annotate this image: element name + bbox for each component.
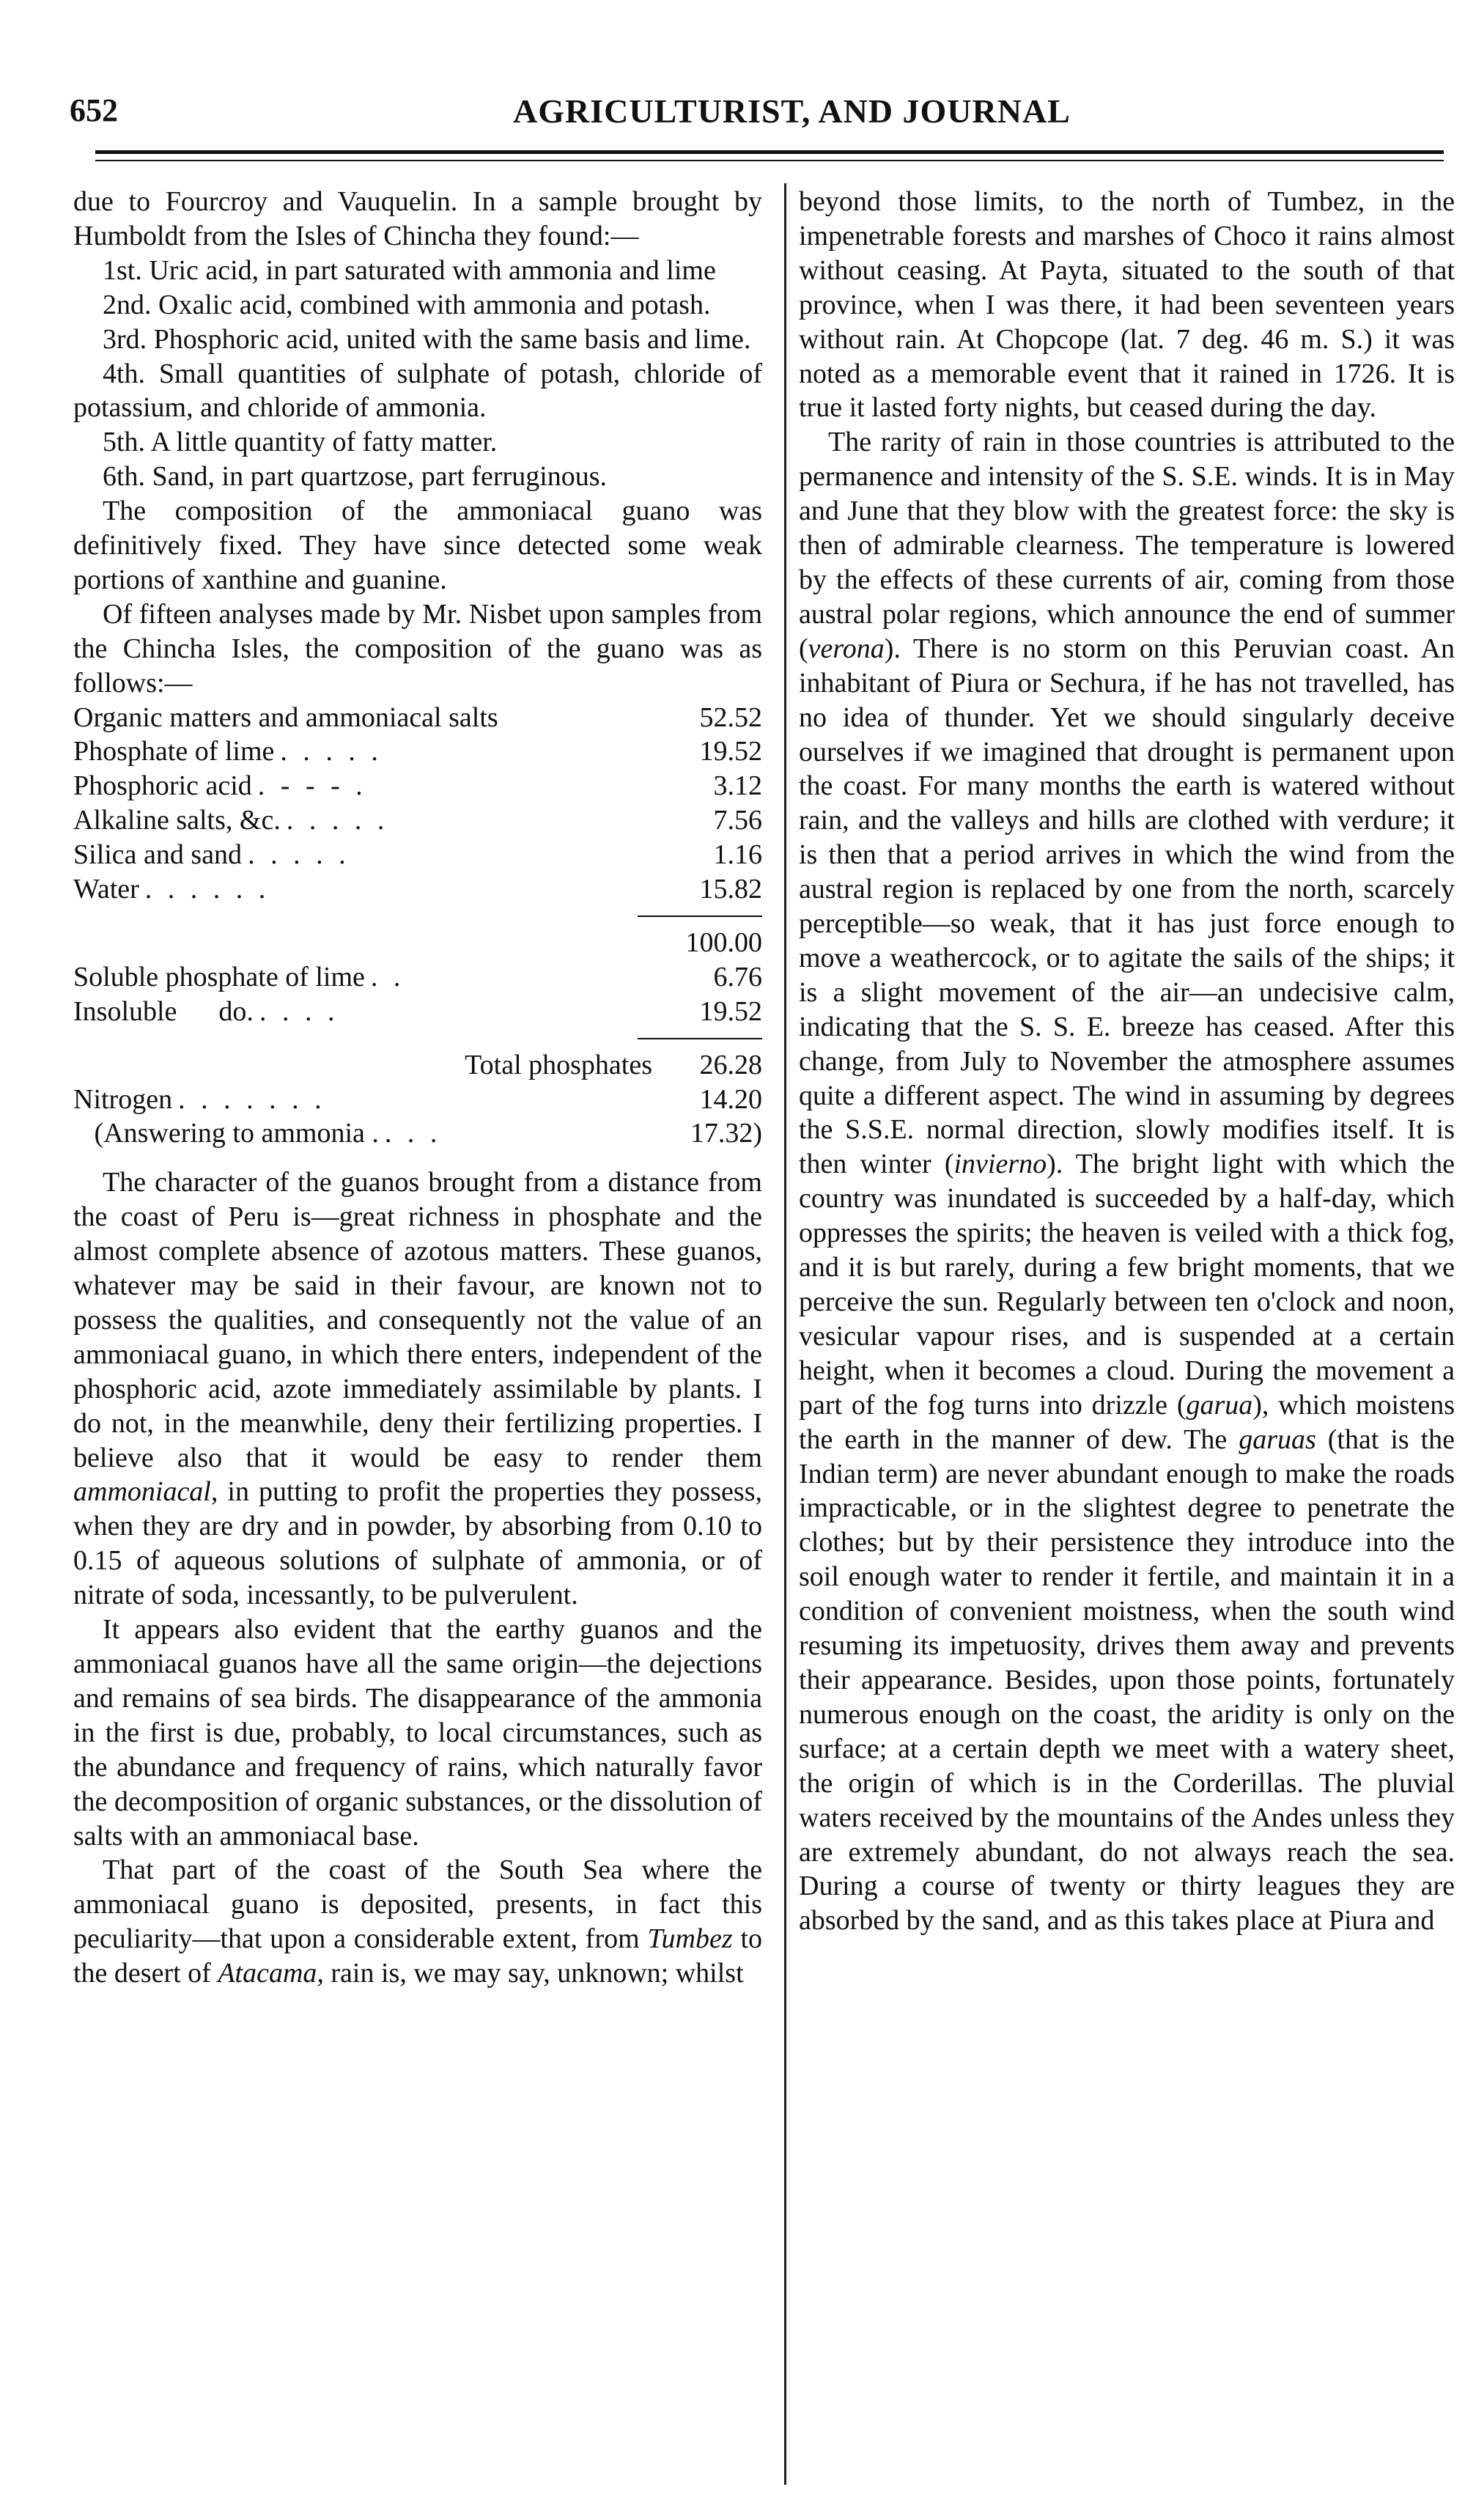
page-header	[70, 92, 1462, 150]
row-leader: . . . . .	[248, 839, 350, 871]
nitrogen-row	[73, 1083, 762, 1117]
italic-term: garua	[1186, 1389, 1253, 1421]
row-value: 52.52	[699, 701, 762, 733]
table-row	[73, 995, 762, 1029]
italic-term: ammoniacal	[73, 1476, 211, 1508]
total-phosphates-row	[73, 1048, 762, 1083]
left-column	[73, 185, 762, 1991]
list-item: 1st. Uric acid, in part saturated with ammonia and lime	[103, 254, 716, 286]
right-column	[799, 185, 1455, 1938]
italic-term: verona	[808, 633, 885, 664]
row-value: 19.52	[699, 736, 762, 767]
text-run: That part of the coast of the South Sea where the ammoniacal guano is deposited, presents, in fact this peculiarity—that upon a considerable extent, from	[73, 1854, 762, 1955]
running-title: AGRICULTURIST, AND JOURNAL	[513, 92, 1071, 130]
list-item: 2nd. Oxalic acid, combined with ammonia and potash.	[103, 289, 711, 320]
paragraph-coast	[73, 1853, 762, 1991]
paragraph-composition: The composition of the ammoniacal guano was definitively fixed. They have since detected some weak portions of xanthine and guanine.	[73, 495, 762, 595]
total-value: 100.00	[685, 926, 762, 958]
row-label: Insoluble do.	[73, 995, 254, 1027]
row-value: 1.16	[713, 839, 762, 871]
list-item: 3rd. Phosphoric acid, united with the same basis and lime.	[103, 323, 751, 355]
text-run: ). There is no storm on this Peruvian coast. An inhabitant of Piura or Sechura, if he has not travelled, has no idea of thunder. Yet we should singularly deceive ourselves if we imagined that drought is permanent upon the coast. For many months the earth is watered without rain, and the valleys and hills are clothed with verdure; it is then that a period arrives in which the wind from the austral region is replaced by one from the north, scarcely perceptible—so weak, that it has just force enough to move a weathercock, or to agitate the sails of the ships; it is a slight movement of the air—an undecisive calm, indicating that the S. S. E. breeze has ceased. After this change, from July to November the atmosphere assumes quite a different aspect. The wind in assuming by degrees the S.S.E. normal direction, slowly modifies itself. It is then winter (	[799, 633, 1455, 1180]
paragraph-character	[73, 1165, 762, 1613]
table-row	[73, 734, 762, 769]
sum-rule-row	[73, 907, 762, 926]
paragraph-limits: beyond those limits, to the north of Tumbez, in the impenetrable forests and marshes of Choco it rains almost without ceasing. At Payta, situated to the south of that province, when I was there, it had been seventeen years without rain. At Chopcope (lat. 7 deg. 46 m. S.) it was noted as a memorable event that it rained in 1726. It is true it lasted forty nights, but ceased during the day.	[799, 186, 1455, 424]
table-row	[73, 872, 762, 907]
sum-rule-row	[73, 1029, 762, 1048]
row-leader: . . . . .	[280, 736, 383, 767]
row-leader: . . . . .	[286, 805, 389, 836]
row-leader: . . . . . .	[144, 874, 270, 905]
row-value: 15.82	[699, 874, 762, 905]
list-item: 5th. A little quantity of fatty matter.	[103, 427, 498, 458]
row-label: Organic matters and ammoniacal salts	[73, 701, 498, 733]
text-run: to the desert of	[73, 1923, 763, 1989]
text-run: (that is the Indian term) are never abundant enough to make the roads impracticable, or in the slightest degree to penetrate the clothes; but by their persistence they introduce into the soil enough water to render it fertile, and maintain it in a condition of convenient moistness, when the south wind resuming its impetuosity, drives them away and prevents their appearance. Besides, upon those points, fortunately numerous enough on the coast, the aridity is only on the surface; at a certain depth we meet with a watery sheet, the origin of which is in the Corderillas. The pluvial waters received by the mountains of the Andes unless they are extremely abundant, do not always reach the sea. During a course of twenty or thirty leagues they are absorbed by the sand, and as this takes place at Piura and	[799, 1423, 1455, 1937]
row-value: 14.20	[699, 1083, 762, 1115]
row-leader: . .	[370, 961, 405, 992]
paragraph-rarity	[799, 425, 1455, 1938]
row-label: Phosphate of lime	[73, 736, 275, 767]
row-label: Silica and sand	[73, 839, 243, 871]
list-item: 4th. Small quantities of sulphate of potash, chloride of potassium, and chloride of ammonia.	[73, 358, 762, 424]
row-leader: . . . . . . .	[178, 1083, 326, 1115]
table-row	[73, 960, 762, 995]
italic-term: garuas	[1239, 1423, 1316, 1455]
page-number: 652	[70, 92, 118, 128]
total-phosphates-label: Total phosphates	[465, 1049, 652, 1080]
list-item: 6th. Sand, in part quartzose, part ferruginous.	[103, 461, 608, 493]
table-row	[73, 701, 762, 735]
analysis-table	[73, 701, 762, 1152]
total-row	[73, 926, 762, 960]
place-tumbez: Tumbez	[647, 1923, 733, 1955]
place-atacama: Atacama,	[218, 1958, 324, 1989]
row-label: (Answering to ammonia .	[73, 1118, 379, 1149]
row-value: 17.32)	[690, 1118, 762, 1149]
paragraph-intro: due to Fourcroy and Vauquelin. In a sample brought by Humboldt from the Isles of Chincha they found:—	[73, 186, 762, 251]
table-row	[73, 769, 762, 803]
text-run: The character of the guanos brought from a distance from the coast of Peru is—great richness in phosphate and the almost complete absence of azotous matters. These guanos, whatever may be said in their favour, are known not to possess the qualities, and consequently not the value of an ammoniacal guano, in which there enters, independent of the phosphoric acid, azote immediately assimilable by plants. I do not, in the meanwhile, deny their fertilizing properties. I believe also that it would be easy to render them	[73, 1167, 762, 1473]
row-leader: . . .	[384, 1118, 442, 1149]
table-row	[73, 838, 762, 872]
row-value: 19.52	[699, 995, 762, 1027]
row-label: Soluble phosphate of lime	[73, 961, 365, 992]
row-leader: . - - - .	[257, 770, 367, 802]
text-run: rain is, we may say, unknown; whilst	[331, 1958, 744, 1989]
row-value: 7.56	[713, 805, 762, 836]
row-value: 3.12	[713, 770, 762, 802]
paragraph-analyses: Of fifteen analyses made by Mr. Nisbet upon samples from the Chincha Isles, the composition of the guano was as follows:—	[73, 598, 762, 699]
row-leader: . . . .	[259, 995, 339, 1027]
row-label: Phosphoric acid	[73, 770, 252, 802]
row-label: Alkaline salts, &c.	[73, 805, 281, 836]
header-rule-thick	[95, 150, 1444, 154]
paragraph-origin: It appears also evident that the earthy guanos and the ammoniacal guanos have all the same origin—the dejections and remains of sea birds. The disappearance of the ammonia in the first is due, probably, to local circumstances, such as the abundance and frequency of rains, which naturally favor the decomposition of organic substances, or the dissolution of salts with an ammoniacal base.	[73, 1614, 762, 1852]
text-run: ). The bright light with which the country was inundated is succeeded by a half-day, which oppresses the spirits; the heaven is veiled with a thick fog, and it is but rarely, during a few bright moments, that we perceive the sun. Regularly between ten o'clock and noon, vesicular vapour rises, and is suspended at a certain height, when it becomes a cloud. During the movement a part of the fog turns into drizzle (	[799, 1149, 1455, 1421]
column-divider	[784, 183, 786, 2485]
table-row	[73, 803, 762, 838]
row-label: Nitrogen	[73, 1083, 173, 1115]
ammonia-row	[73, 1116, 762, 1151]
sum-rule	[638, 1038, 762, 1039]
italic-term: invierno	[953, 1149, 1047, 1180]
sum-rule	[638, 915, 762, 917]
row-value: 6.76	[713, 961, 762, 992]
text-run: , in putting to profit the properties they possess, when they are dry and in powder, by absorbing from 0.10 to 0.15 of aqueous solutions of sulphate of ammonia, or of nitrate of soda, incessantly, to be pulverulent.	[73, 1476, 762, 1611]
text-run: The rarity of rain in those countries is attributed to the permanence and intensity of the S. S.E. winds. It is in May and June that they blow with the greatest force: the sky is then of admirable clearness. The temperature is lowered by the effects of these currents of air, coming from those austral polar regions, which announce the end of summer (	[799, 427, 1455, 664]
header-rule-thin	[95, 160, 1444, 161]
total-phosphates-value: 26.28	[699, 1049, 762, 1080]
text-run: ), which moistens the earth in the manner of dew. The	[799, 1389, 1455, 1455]
row-label: Water	[73, 874, 139, 905]
